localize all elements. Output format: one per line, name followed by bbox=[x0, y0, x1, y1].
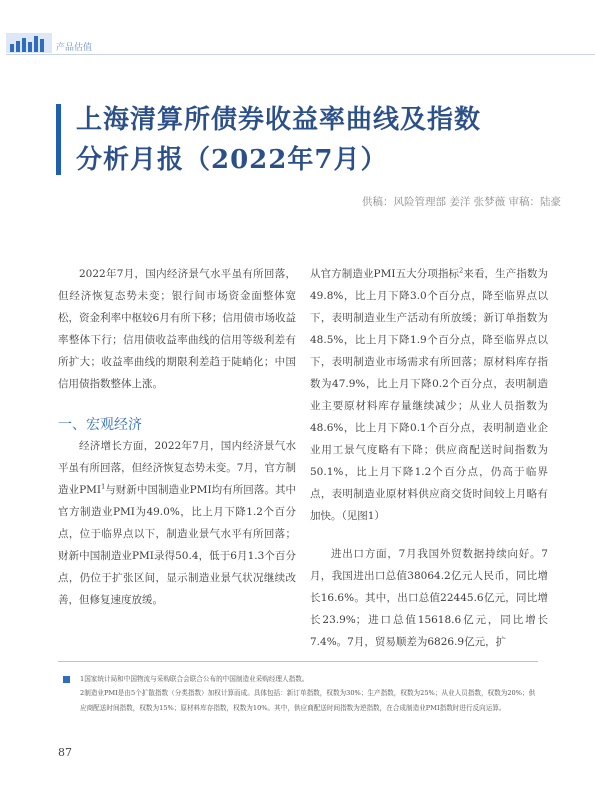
left-column bbox=[58, 263, 296, 611]
intro-paragraph: 2022年7月，国内经济景气水平虽有所回落，但经济恢复态势未变；银行间市场资金面整体宽松，资金利率中枢较6月有所下移；信用债市场收益率整体下行；信用债收益率曲线的信用等级利差有所扩大；收益率曲线的期限利差趋于陡峭化；中国信用债指数整体上涨。 bbox=[58, 268, 296, 390]
footnote-divider bbox=[58, 661, 538, 662]
footnote-marker-square bbox=[63, 676, 70, 683]
title-line-2: 分析月报（2022年7月） bbox=[76, 145, 388, 175]
title-line-1: 上海清算所债券收益率曲线及指数 bbox=[76, 105, 482, 135]
section-label: 产品估值 bbox=[56, 43, 93, 53]
page-title bbox=[76, 100, 576, 180]
footnote-ref-1: 1 bbox=[101, 482, 106, 491]
page-number: 87 bbox=[58, 746, 72, 759]
right-column bbox=[310, 263, 548, 653]
section-heading-macro: 一、宏观经济 bbox=[58, 417, 142, 433]
footnote-ref-2: 2 bbox=[459, 266, 464, 275]
pmi-components-paragraph: 从官方制造业PMI五大分项指标$^2$来看，生产指数为49.8%，比上月下降3.0个百分点，降至临界点以下，表明制造业生产活动有所放缓；新订单指数为48.5%，比上月下降1.9个百分点，降至临界点以下，表明制造业市场需求有所回落；原材料库存指数为47.9%，比上月下降0.2个百分点，表明制造业主要原材料库存量继续减少；从业人员指数为48.6%，比上月下降0.1个百分点，表明制造业企业用工景气度略有下降；供应商配送时间指数为50.1%，比上月下降1.2个百分点，仍高于临界点，表明制造业原材料供应商交货时间较上月略有加快。（见图1） bbox=[310, 266, 549, 522]
footnote-1: 1国家统计局和中国物流与采购联合会联合公布的中国制造业采购经理人指数。 bbox=[80, 675, 309, 683]
title-accent-bar bbox=[56, 104, 61, 175]
header-divider bbox=[6, 54, 595, 55]
growth-paragraph: 经济增长方面，2022年7月，国内经济景气水平虽有所回落，但经济恢复态势未变。7月，官方制造业PMI$^1$与财新中国制造业PMI均有所回落。其中官方制造业PMI为49.0%，比上月下降1.2个百分点，位于临界点以下，制造业景气水平有所回落；财新中国制造业PMI录得50.4，低于6月1.3个百分点，仍位于扩张区间，显示制造业景气状况继续改善，但修复速度放缓。 bbox=[58, 440, 296, 606]
footnote-2: 2制造业PMI是由5个扩散指数（分类指数）加权计算而成。具体包括：新订单指数，权数为30%；生产指数，权数为25%；从业人员指数，权数为20%；供应商配送时间指数，权数为15%；原材料库存指数，权数为10%。其中，供应商配送时间指数为逆指数，在合成制造业PMI指数时进行反向运算。 bbox=[80, 689, 536, 712]
trade-paragraph: 进出口方面，7月我国外贸数据持续向好。7月，我国进出口总值38064.2亿元人民币，同比增长16.6%。其中，出口总值22445.6亿元，同比增长23.9%；进口总值15618.6亿元，同比增长7.4%。7月，贸易顺差为6826.9亿元，扩 bbox=[310, 548, 548, 648]
byline: 供稿：风险管理部 姜洋 张梦薇 审稿：陆豪 bbox=[361, 196, 561, 208]
